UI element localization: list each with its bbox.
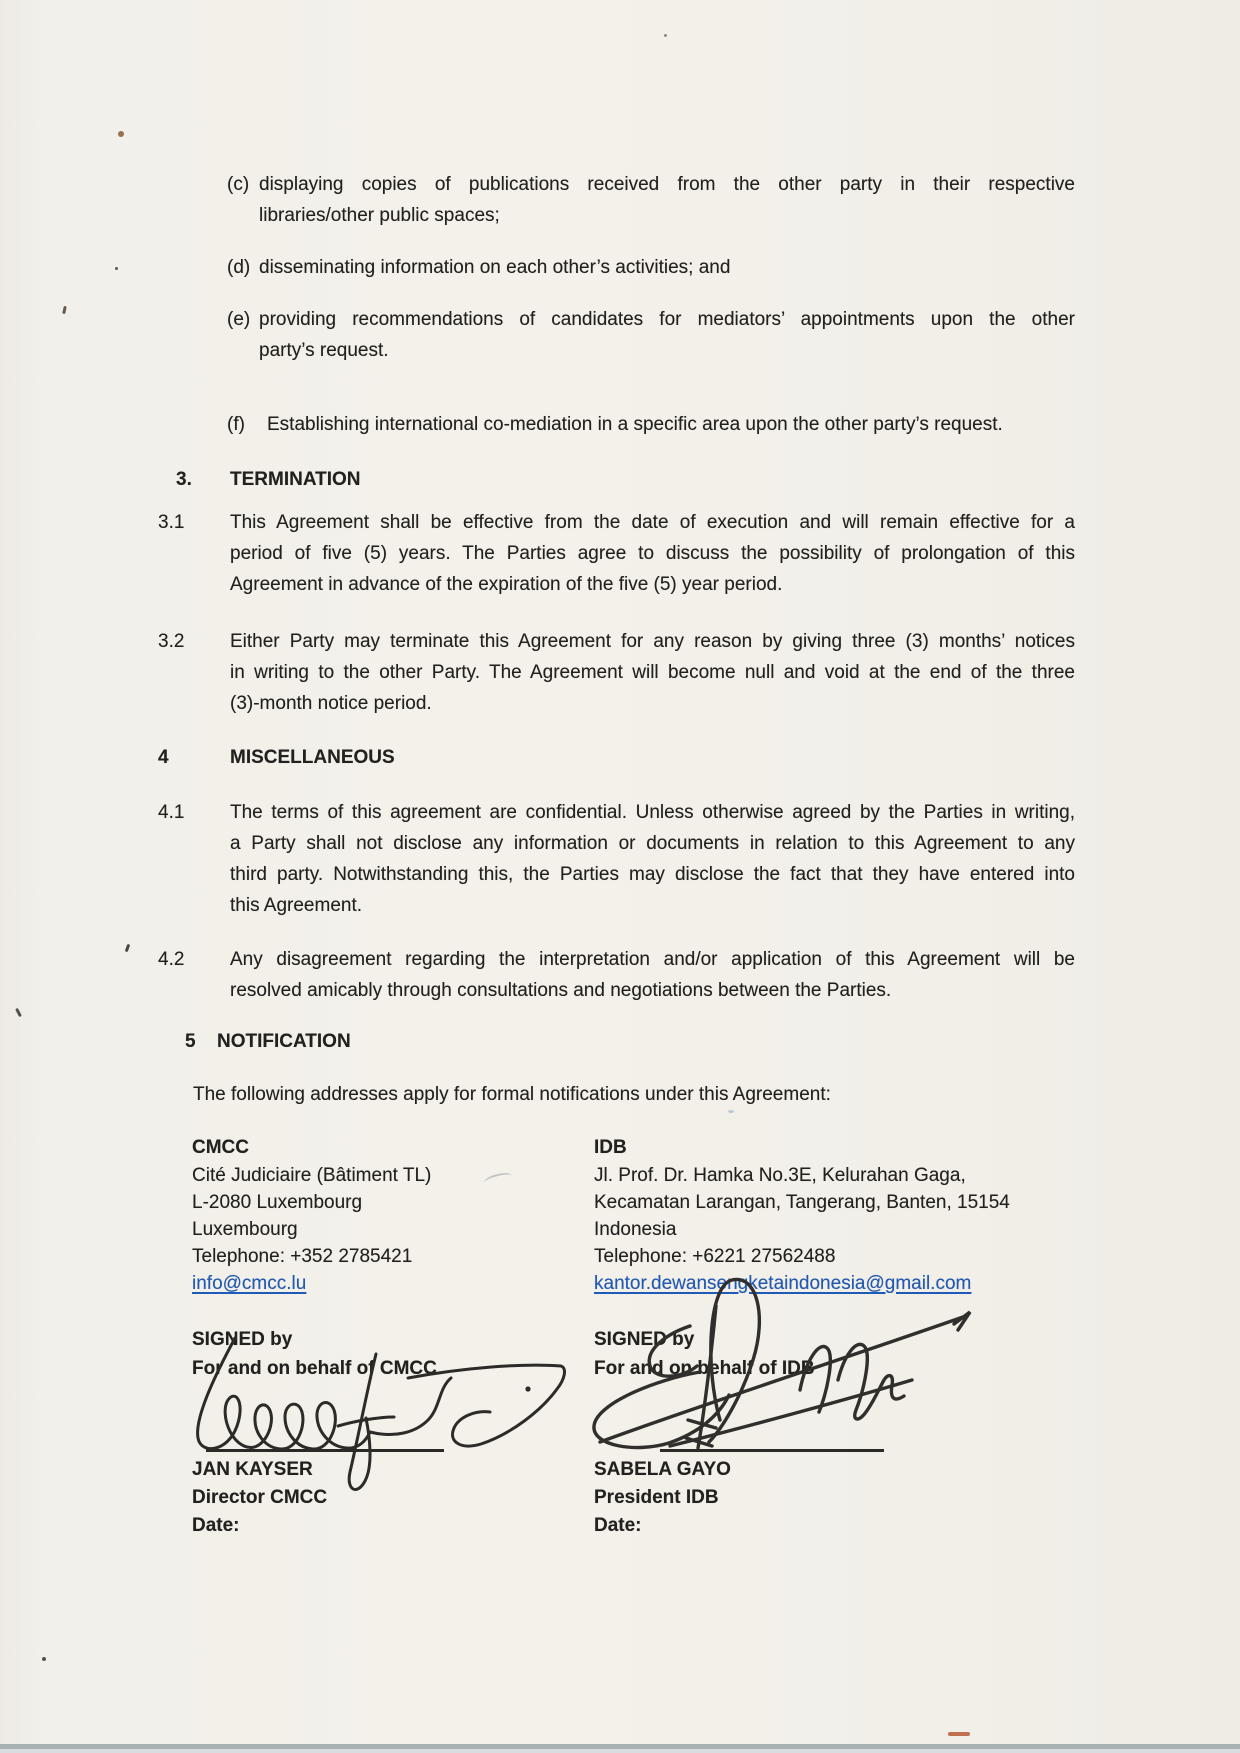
signed-by-label: SIGNED by [594,1329,695,1350]
section-number: 4 [158,747,169,768]
list-label: (c) [227,174,250,195]
section-title: MISCELLANEOUS [230,747,395,768]
list-label: (d) [227,257,251,278]
scan-speck [948,1732,970,1736]
cmcc-email-link[interactable]: info@cmcc.lu [192,1273,307,1294]
signed-by-label: SIGNED by [192,1329,293,1350]
signature-block-cmcc [192,1325,594,1540]
scan-speck [728,1110,734,1113]
contact-idb [594,1134,1084,1297]
text-line: resolved amicably through consultations and negotiations between the Parties. [230,980,892,1001]
clause-3-1 [158,507,1075,600]
scan-speck [42,1657,46,1661]
signatory-name: JAN KAYSER [192,1458,313,1480]
list-label: (f) [227,414,245,435]
section-title: NOTIFICATION [217,1031,351,1052]
text-line: Establishing international co-mediation in a specific area upon the other party’s request. [267,414,1003,435]
contact-line: Cité Judiciaire (Bâtiment TL) [192,1165,432,1186]
text-line: in writing to the other Party. The Agreement will become null and void at the end of the three [230,662,1075,683]
section-number: 5 [185,1031,196,1052]
list-item-d [227,252,1075,283]
contact-line: Telephone: +6221 27562488 [594,1246,836,1267]
list-item-e [227,304,1075,366]
contact-line: Jl. Prof. Dr. Hamka No.3E, Kelurahan Gaga, [594,1165,966,1186]
contact-line: Luxembourg [192,1219,298,1240]
text-line: Any disagreement regarding the interpretation and/or application of this Agreement will be [230,949,1075,970]
text-line: disseminating information on each other’s activities; and [259,257,731,278]
idb-email-link[interactable]: kantor.dewansengketaindonesia@gmail.com [594,1273,972,1294]
section-heading-miscellaneous [158,742,1240,773]
behalf-label: For and on behalf of IDB [594,1358,815,1379]
scan-speck [118,131,124,137]
text-line: this Agreement. [230,895,363,916]
scan-speck [15,1008,22,1017]
signature-row [192,1325,1240,1540]
scan-speck [115,267,118,270]
contact-name: CMCC [192,1137,249,1158]
section-heading-termination [176,464,1240,495]
clause-4-2 [158,944,1075,1006]
section-heading-notification [185,1026,1240,1057]
signatory-title: President IDB [594,1486,719,1508]
contact-line: L-2080 Luxembourg [192,1192,363,1213]
contact-line: Indonesia [594,1219,677,1240]
text-line: displaying copies of publications received from the other party in their respective [259,174,1075,195]
text-line: Agreement in advance of the expiration of the five (5) year period. [230,574,783,595]
signature-block-idb [594,1325,1084,1540]
list-item-f [227,409,1075,440]
clause-number: 3.1 [158,512,185,533]
scan-bottom-edge-light [0,1749,1240,1753]
signature-line [660,1449,884,1452]
signatory-title: Director CMCC [192,1486,328,1508]
date-label: Date: [594,1514,642,1536]
contact-name: IDB [594,1137,627,1158]
section-number: 3. [176,469,192,490]
text-line: The terms of this agreement are confidential. Unless otherwise agreed by the Parties in writing, [230,802,1075,823]
contact-line: Telephone: +352 2785421 [192,1246,413,1267]
text-line: period of five (5) years. The Parties agree to discuss the possibility of prolongation of this [230,543,1075,564]
text-line: This Agreement shall be effective from the date of execution and will remain effective for a [230,512,1075,533]
contact-columns [192,1134,1240,1297]
clause-number: 3.2 [158,631,185,652]
text-line: (3)-month notice period. [230,693,432,714]
text-line: Either Party may terminate this Agreement for any reason by giving three (3) months’ notices [230,631,1075,652]
contact-cmcc [192,1134,594,1297]
scan-speck [664,34,667,37]
text-line: third party. Notwithstanding this, the Parties may disclose the fact that they have entered into [230,864,1075,885]
text-line: libraries/other public spaces; [259,205,500,226]
date-label: Date: [192,1514,240,1536]
text-line: providing recommendations of candidates for mediators’ appointments upon the other [259,309,1075,330]
clause-number: 4.1 [158,802,185,823]
clause-number: 4.2 [158,949,185,970]
clause-4-1 [158,797,1075,921]
signatory-name: SABELA GAYO [594,1458,731,1480]
text-line: a Party shall not disclose any information or documents in relation to this Agreement to any [230,833,1075,854]
signature-line [206,1449,444,1452]
contact-line: Kecamatan Larangan, Tangerang, Banten, 15154 [594,1192,1010,1213]
scan-speck [125,944,131,953]
clause-3-2 [158,626,1075,719]
section-title: TERMINATION [230,469,361,490]
list-item-c [227,169,1075,231]
scan-speck [62,306,67,314]
notification-intro: The following addresses apply for formal notifications under this Agreement: [193,1084,831,1105]
text-line: party’s request. [259,340,389,361]
behalf-label: For and on behalf of CMCC [192,1358,437,1379]
list-label: (e) [227,309,251,330]
